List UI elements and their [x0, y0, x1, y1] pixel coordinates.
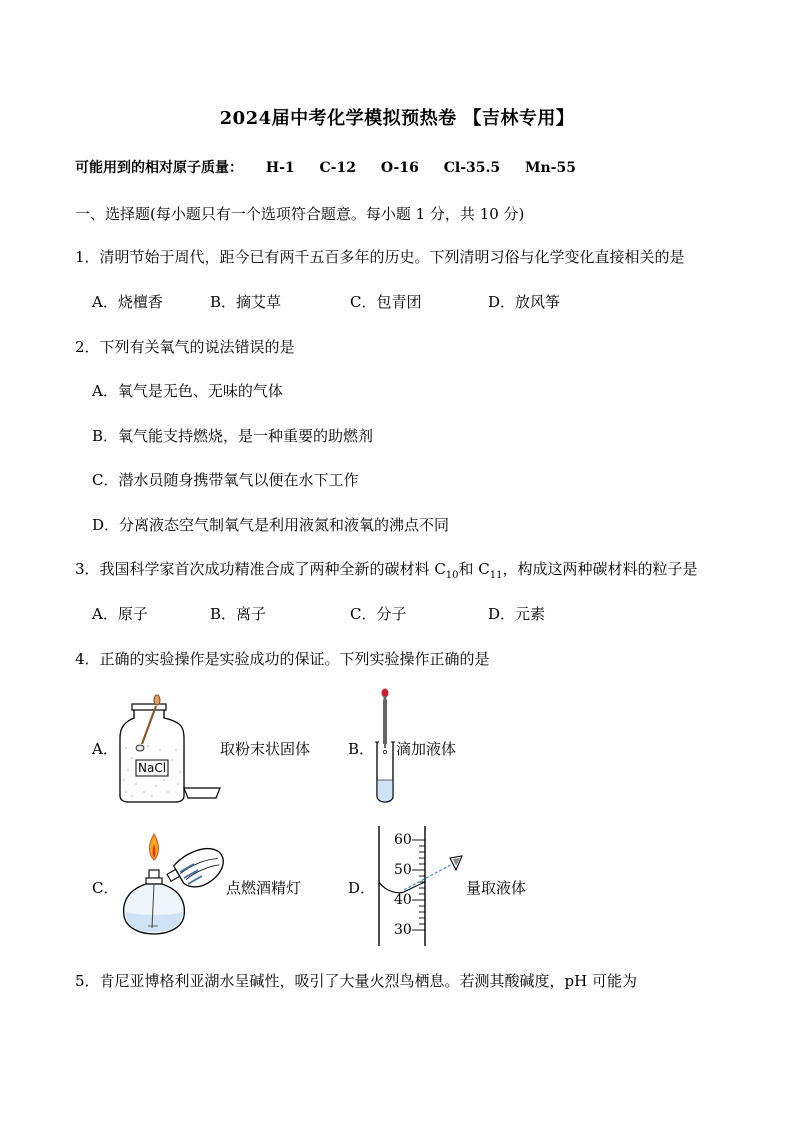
atomic-masses	[75, 157, 596, 177]
question-1-stem: 1．清明节始于周代，距今已有两千五百多年的历史。下列清明习俗与化学变化直接相关的是	[75, 248, 685, 266]
atomic-mass-item: Mn-55	[524, 160, 576, 176]
question-4-option-a-letter: A．	[92, 740, 118, 758]
question-2-option-d: D．分离液态空气制氧气是利用液氮和液氧的沸点不同	[92, 516, 450, 534]
question-4-option-a-caption: 取粉末状固体	[220, 740, 311, 758]
q3-stem-part: ，构成这两种碳材料的粒子是	[502, 560, 698, 578]
q3-subscript: 11	[489, 570, 503, 581]
question-3-option-c: C．分子	[350, 605, 407, 623]
question-4-option-d-letter: D．	[348, 879, 376, 897]
q3-subscript: 10	[445, 570, 459, 581]
question-4-option-b-caption: 滴加液体	[396, 740, 457, 758]
cylinder-scale-40: 40	[394, 892, 412, 908]
question-1-option-b: B．摘艾草	[210, 293, 282, 311]
question-4-stem: 4．正确的实验操作是实验成功的保证。下列实验操作正确的是	[75, 650, 490, 668]
section-heading: 一、选择题(每小题只有一个选项符合题意。每小题 1 分，共 10 分)	[75, 205, 525, 223]
bottle-label: NaCl	[138, 761, 167, 775]
question-1-option-d: D．放风筝	[488, 293, 561, 311]
atomic-mass-item: C-12	[319, 160, 356, 176]
cylinder-scale-60: 60	[394, 832, 412, 848]
atomic-mass-item: H-1	[265, 160, 295, 176]
powder-bottle-illustration	[112, 688, 222, 806]
question-1-option-a: A．烧檀香	[92, 293, 163, 311]
atomic-mass-item: O-16	[380, 160, 419, 176]
question-3-stem	[75, 558, 698, 581]
question-5-stem: 5．肯尼亚博格利亚湖水呈碱性，吸引了大量火烈鸟栖息。若测其酸碱度，pH 可能为	[75, 972, 637, 990]
alcohol-lamp-illustration	[118, 828, 230, 940]
question-1-option-c: C．包青团	[350, 293, 422, 311]
question-2-stem: 2．下列有关氧气的说法错误的是	[75, 338, 295, 356]
cylinder-scale-30: 30	[394, 922, 412, 938]
question-3-option-d: D．元素	[488, 605, 546, 623]
question-2-option-b: B．氧气能支持燃烧，是一种重要的助燃剂	[92, 427, 374, 445]
question-4-option-d-caption: 量取液体	[466, 879, 527, 897]
question-3-option-b: B．离子	[210, 605, 267, 623]
question-3-option-a: A．原子	[92, 605, 148, 623]
cylinder-scale-50: 50	[394, 862, 412, 878]
question-4-option-b-letter: B．	[348, 740, 375, 758]
question-2-option-c: C．潜水员随身携带氧气以便在水下工作	[92, 471, 359, 489]
question-4-option-c-letter: C．	[92, 879, 119, 897]
atomic-mass-item: Cl-35.5	[443, 160, 501, 176]
page-title: 2024届中考化学模拟预热卷 【吉林专用】	[219, 108, 575, 129]
q3-stem-part: 3．我国科学家首次成功精准合成了两种全新的碳材料 C	[75, 560, 446, 578]
atomic-masses-label: 可能用到的相对原子质量：	[75, 160, 243, 176]
question-2-option-a: A．氧气是无色、无味的气体	[92, 382, 283, 400]
question-4-option-c-caption: 点燃酒精灯	[226, 879, 302, 897]
q3-stem-part: 和 C	[458, 560, 490, 578]
